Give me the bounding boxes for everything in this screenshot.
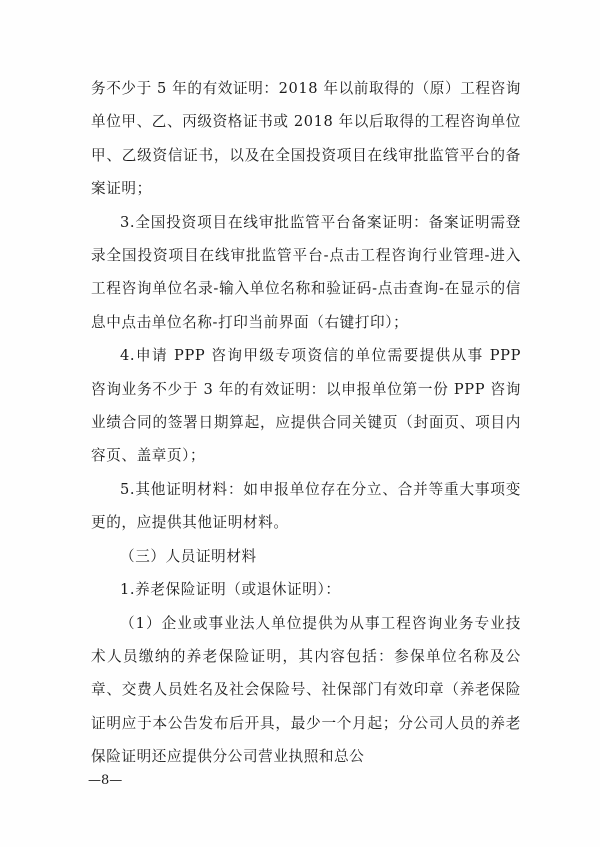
paragraph-continuation: 务不少于 5 年的有效证明：2018 年以前取得的（原）工程咨询单位甲、乙、丙级资格证书或 2018 年以后取得的工程咨询单位甲、乙级资信证书，以及在全国投资项目在线审批监管平台的备案证明； [91,80,521,198]
section-heading: （三）人员证明材料 [120,547,257,565]
page-number: —8— [88,773,123,788]
page-body [91,72,521,774]
paragraph-item-5: 5.其他证明材料：如申报单位存在分立、合并等重大事项变更的，应提供其他证明材料。 [91,480,521,532]
paragraph-item-4: 4.申请 PPP 咨询甲级专项资信的单位需要提供从事 PPP 咨询业务不少于 3 年的有效证明：以申报单位第一份 PPP 咨询业绩合同的签署日期算起，应提供合同关键页（封面页、项目内容页、盖章页）； [91,347,521,465]
paragraph-subitem-1: （1）企业或事业法人单位提供为从事工程咨询业务专业技术人员缴纳的养老保险证明，其内容包括：参保单位名称及公章、交费人员姓名及社会保险号、社保部门有效印章（养老保险证明应于本公告发布后开具，最少一个月起；分公司人员的养老保险证明还应提供分公司营业执照和总公 [91,614,521,766]
paragraph-subheading-1: 1.养老保险证明（或退休证明）： [120,581,341,599]
paragraph-item-3: 3.全国投资项目在线审批监管平台备案证明：备案证明需登录全国投资项目在线审批监管平台-点击工程咨询行业管理-进入工程咨询单位名录-输入单位名称和验证码-点击查询-在显示的信息中点击单位名称-打印当前界面（右键打印）； [91,213,521,331]
